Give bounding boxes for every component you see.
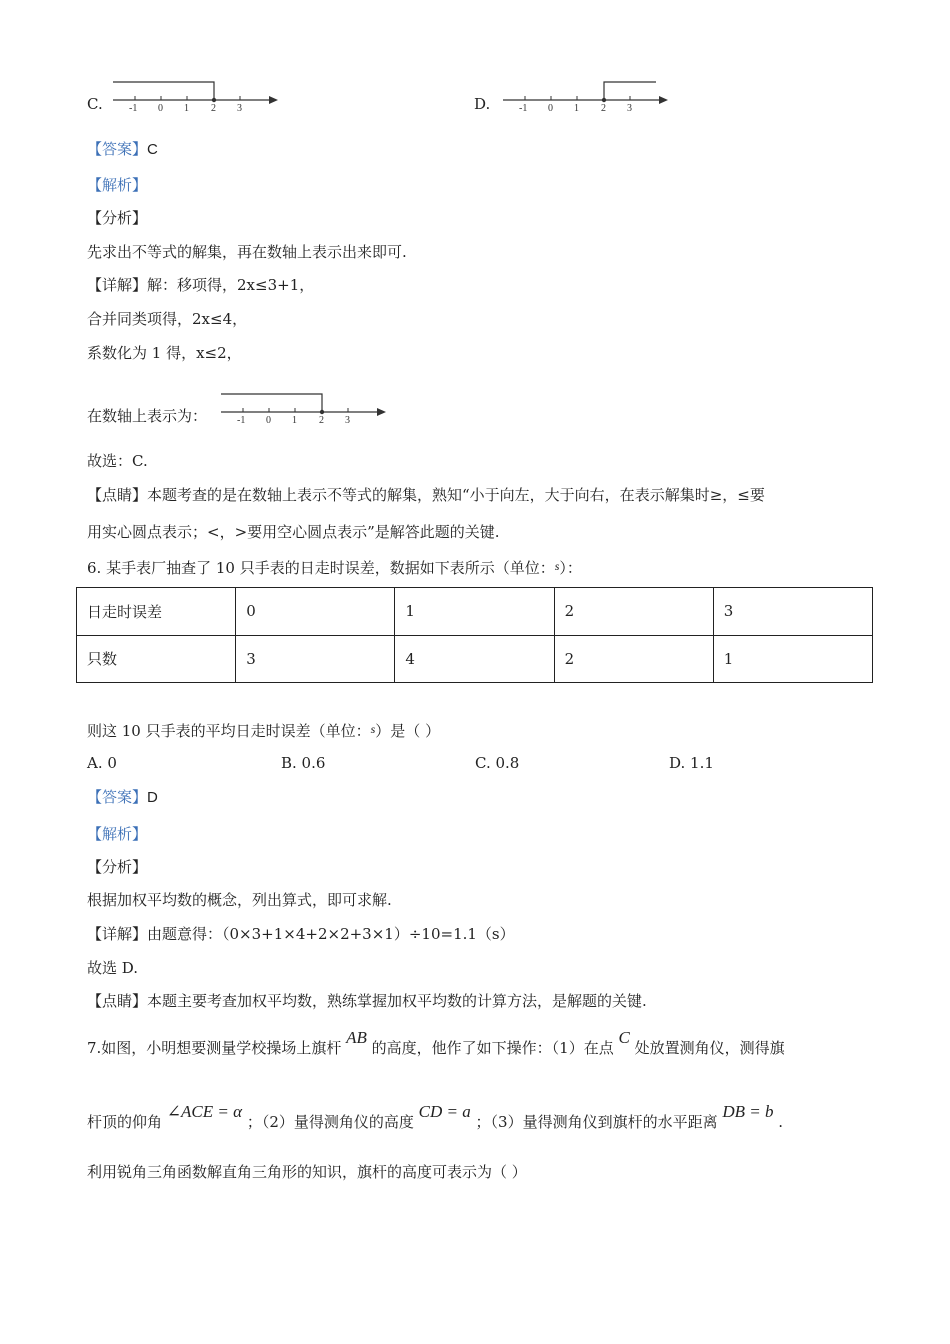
tick-label: -1 xyxy=(129,103,138,114)
tick-label: -1 xyxy=(519,103,528,114)
choose-line: 故选 D. xyxy=(87,959,139,977)
tick-label: 1 xyxy=(574,103,579,114)
fenxi-text: 根据加权平均数的概念，列出算式，即可求解. xyxy=(87,891,392,909)
fenxi-tag: 【分析】 xyxy=(87,858,148,876)
tick-label: 2 xyxy=(319,415,324,426)
math-c: C xyxy=(618,1028,630,1047)
tick-label: 2 xyxy=(601,103,606,114)
comment-tag: 【点睛】 xyxy=(87,992,148,1010)
answer-value: C xyxy=(147,141,158,158)
tick-label: 0 xyxy=(266,415,271,426)
math-db: DB = b xyxy=(722,1102,774,1121)
detail-text: 系数化为 1 得，x≤2， xyxy=(87,344,242,362)
unit-symbol: s xyxy=(554,559,560,573)
tick-label: -1 xyxy=(237,415,246,426)
q7-text: 的高度，他作了如下操作：（1）在点 xyxy=(371,1039,614,1057)
tick-label: 3 xyxy=(627,103,632,114)
q6-question-text: 则这 10 只手表的平均日走时误差（单位： xyxy=(87,722,371,740)
fenxi-text: 先求出不等式的解集，再在数轴上表示出来即可. xyxy=(87,243,407,261)
table-cell: 2 xyxy=(554,588,713,636)
table-cell: 3 xyxy=(713,588,872,636)
answer-value: D xyxy=(147,789,158,806)
math-angle: ∠ACE = α xyxy=(166,1102,243,1121)
detail-tag: 【详解】 xyxy=(87,925,148,943)
q7-text: . xyxy=(778,1113,784,1131)
tick-label: 0 xyxy=(158,103,163,114)
q7-line-1 xyxy=(87,1028,785,1058)
q6-question-end: ）是（ ） xyxy=(375,722,441,740)
table-cell: 日走时误差 xyxy=(77,588,236,636)
fenxi-tag: 【分析】 xyxy=(87,209,148,227)
table-cell: 1 xyxy=(713,635,872,683)
analysis-tag: 【解析】 xyxy=(87,825,148,843)
q6-answer-line xyxy=(87,787,158,808)
option-c-label[interactable]: C. xyxy=(87,95,103,113)
detail-text: 由题意得：（0×3+1×4+2×2+3×1）÷10=1.1（s） xyxy=(147,925,515,943)
table-cell: 2 xyxy=(554,635,713,683)
table-cell: 0 xyxy=(236,588,395,636)
option-b[interactable]: B. 0.6 xyxy=(281,754,326,772)
q7-text: ；（3）量得测角仪到旗杆的水平距离 xyxy=(475,1113,718,1131)
comment-tag: 【点睛】 xyxy=(87,486,148,504)
comment-text: 用实心圆点表示；<，>要用空心圆点表示”是解答此题的关键. xyxy=(87,523,500,541)
answer-tag: 【答案】 xyxy=(87,140,148,158)
comment-text: 本题主要考查加权平均数，熟练掌握加权平均数的计算方法，是解题的关键. xyxy=(147,992,647,1010)
math-ab: AB xyxy=(346,1028,367,1047)
q7-line-2 xyxy=(87,1102,784,1132)
answer-tag: 【答案】 xyxy=(87,788,148,806)
detail-text: 在数轴上表示为： xyxy=(87,407,208,425)
tick-label: 1 xyxy=(292,415,297,426)
option-c[interactable]: C. 0.8 xyxy=(475,754,520,772)
q7-text: 杆顶的仰角 xyxy=(87,1113,163,1131)
q7-text: 处放置测角仪，测得旗 xyxy=(634,1039,785,1057)
analysis-tag: 【解析】 xyxy=(87,176,148,194)
table-cell: 1 xyxy=(395,588,554,636)
tick-label: 2 xyxy=(211,103,216,114)
detail-text: 合并同类项得，2x≤4， xyxy=(87,310,248,328)
q7-text: ；（2）量得测角仪的高度 xyxy=(246,1113,414,1131)
tick-label: 3 xyxy=(237,103,242,114)
table-row xyxy=(77,635,873,683)
detail-text: 解：移项得，2x≤3+1， xyxy=(147,276,315,294)
table-cell: 4 xyxy=(395,635,554,683)
q6-stem-text: 6. 某手表厂抽查了 10 只手表的日走时误差，数据如下表所示（单位： xyxy=(87,559,555,577)
tick-label: 3 xyxy=(345,415,350,426)
table-row xyxy=(77,588,873,636)
detail-line xyxy=(87,924,515,944)
choose-line: 故选：C. xyxy=(87,452,148,470)
q6-stem xyxy=(87,556,582,578)
unit-symbol: s xyxy=(370,722,376,736)
q7-line-3: 利用锐角三角函数解直角三角形的知识，旗杆的高度可表示为（ ） xyxy=(87,1163,527,1181)
tick-label: 1 xyxy=(184,103,189,114)
table-cell: 3 xyxy=(236,635,395,683)
tick-label: 0 xyxy=(548,103,553,114)
q6-question xyxy=(87,719,440,741)
math-cd: CD = a xyxy=(418,1102,471,1121)
comment-text: 本题考查的是在数轴上表示不等式的解集，熟知“小于向左，大于向右，在表示解集时≥，≤要 xyxy=(147,486,765,504)
option-d[interactable]: D. 1.1 xyxy=(669,754,714,772)
detail-tag: 【详解】 xyxy=(87,276,148,294)
q6-stem-end: ）： xyxy=(559,559,582,577)
option-a[interactable]: A. 0 xyxy=(87,754,117,772)
table-cell: 只数 xyxy=(77,635,236,683)
option-d-label[interactable]: D. xyxy=(474,95,491,113)
comment-line xyxy=(87,485,765,505)
detail-line xyxy=(87,275,314,295)
q5-answer-line xyxy=(87,139,158,160)
error-table xyxy=(76,587,873,683)
q7-text: 7.如图，小明想要测量学校操场上旗杆 xyxy=(87,1039,342,1057)
comment-line xyxy=(87,991,647,1011)
